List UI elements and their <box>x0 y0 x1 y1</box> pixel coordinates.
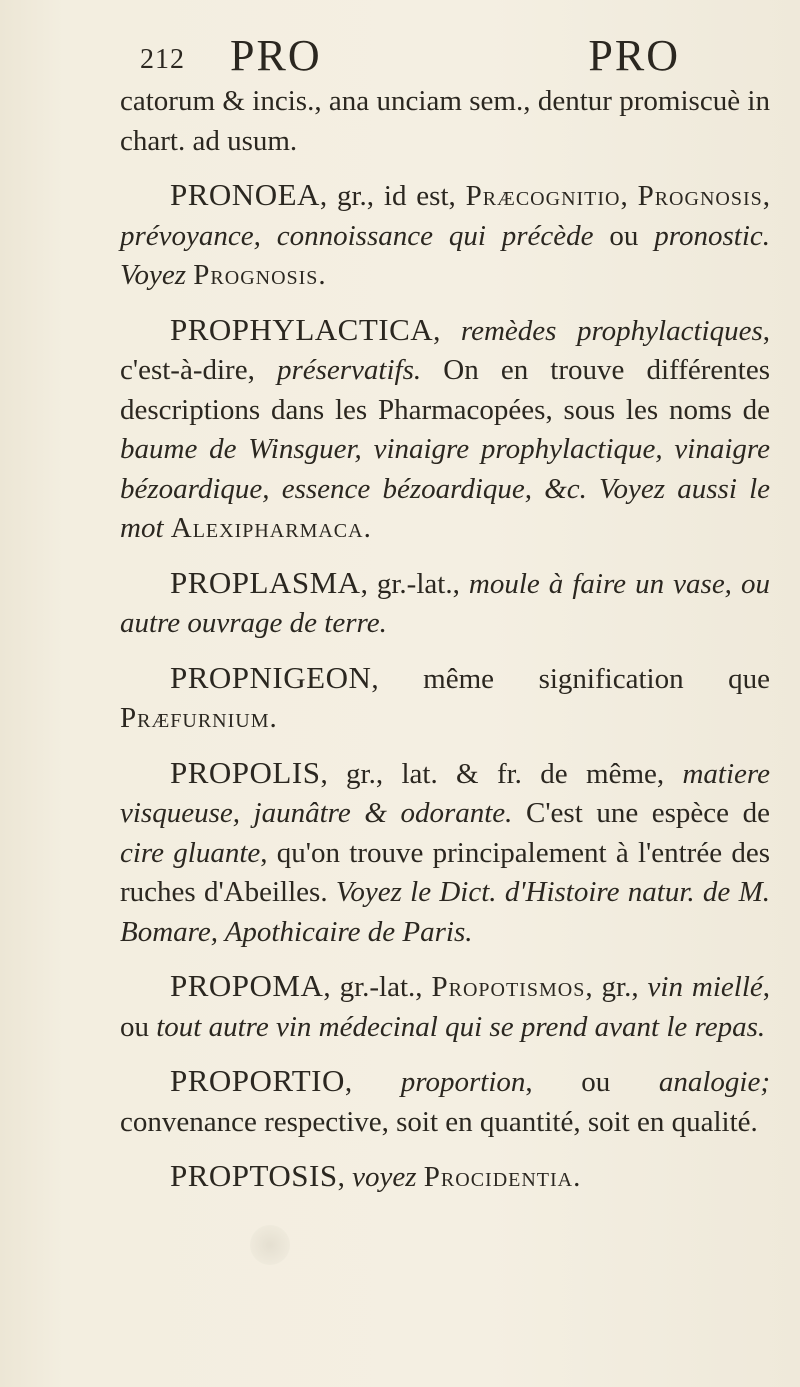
italic-gloss: moule à faire un vase, ou autre ouvrage de terre. <box>120 567 770 639</box>
italic-gloss: vin miellé <box>647 971 763 1003</box>
page-number: 212 <box>140 44 185 75</box>
entry-proptosis <box>120 1156 770 1198</box>
entry-text: , c'est-à-dire, <box>120 314 770 386</box>
headword: PROPOLIS <box>170 754 321 790</box>
italic-gloss: pronostic. Voyez <box>120 219 770 291</box>
entry-text: convenance respective, soit en quantité, soit en qualité. <box>120 1105 758 1138</box>
entry-text: , <box>762 180 770 212</box>
headword: PRONOEA <box>170 177 320 212</box>
dictionary-body <box>120 82 770 1212</box>
italic-gloss: proportion <box>400 1066 526 1098</box>
italic-gloss: cire gluante <box>120 836 261 869</box>
italic-gloss: voyez <box>352 1161 417 1193</box>
entry-text: , ou <box>525 1066 659 1098</box>
italic-gloss: prévoyance, connoissance qui précède <box>120 219 594 252</box>
entry-text: , gr., id est, <box>319 180 466 212</box>
italic-gloss: préservatifs. <box>276 354 422 386</box>
entry-text: , <box>433 314 461 347</box>
running-header <box>140 30 680 80</box>
left-running-head: PRO <box>230 31 322 80</box>
right-running-head: PRO <box>588 31 680 80</box>
headword: PROPTOSIS <box>170 1158 338 1193</box>
entry-text: , <box>344 1066 401 1098</box>
entry-propolis <box>120 753 770 953</box>
entry-continuation <box>120 82 770 161</box>
entry-text: , gr., <box>585 971 648 1003</box>
entry-text: C'est une espèce de <box>512 797 770 829</box>
cross-reference: Prӕcognitio <box>465 180 621 212</box>
italic-gloss: matiere visqueuse, jaunâtre & odorante. <box>120 757 770 829</box>
cross-reference: Alexipharmaca. <box>170 512 372 544</box>
entry-propnigeon <box>120 658 770 739</box>
cross-reference: Prognosis. <box>193 259 327 291</box>
entry-text: , <box>337 1161 353 1193</box>
entry-text: , même signification que <box>371 662 770 695</box>
entry-propoma <box>120 966 770 1047</box>
headword: PROPNIGEON <box>170 659 372 695</box>
cross-reference: Propotismos <box>431 971 586 1003</box>
italic-gloss: analogie; <box>658 1066 770 1098</box>
entry-text <box>164 512 171 544</box>
entry-text: On en trouve différentes descriptions dans les Pharmacopées, sous les noms de <box>120 354 770 426</box>
entry-text: , ou <box>120 971 770 1043</box>
entry-text: , qu'on trouve principalement à l'entrée des ruches d'Abeilles. <box>120 836 770 908</box>
italic-gloss: baume de Winsguer, vinaigre prophylactique, vinaigre bézoardique, essence bézoardique, &c. Voyez aussi le mot <box>120 433 770 544</box>
entry-text <box>417 1161 424 1193</box>
headword: PROPLASMA <box>170 564 361 600</box>
entry-pronoea <box>120 175 770 296</box>
cross-reference: Prӕfurnium. <box>120 702 278 734</box>
cross-reference: Prognosis <box>637 180 763 212</box>
entry-text: , <box>620 180 638 212</box>
entry-proplasma <box>120 563 770 644</box>
entry-text: , gr., lat. & fr. de même, <box>320 757 683 790</box>
entry-text: ou <box>593 219 655 252</box>
entry-proportio <box>120 1061 770 1142</box>
continuation-text: catorum & incis., ana unciam sem., dentur promiscuè in chart. ad usum. <box>120 85 770 157</box>
headword: PROPORTIO <box>170 1063 345 1098</box>
italic-gloss: Voyez le Dict. d'Histoire natur. de M. Bomare, Apothicaire de Paris. <box>120 876 770 948</box>
italic-gloss: remèdes prophylactiques <box>460 314 763 347</box>
headword: PROPOMA <box>170 968 324 1003</box>
paper-stain <box>250 1225 290 1265</box>
headword: PROPHYLACTICA <box>170 311 434 347</box>
entry-text: , gr.-lat., <box>323 971 432 1003</box>
italic-gloss: tout autre vin médecinal qui se prend avant le repas. <box>156 1010 766 1043</box>
entry-text: , gr.-lat., <box>360 567 469 600</box>
cross-reference: Procidentia. <box>423 1161 582 1193</box>
entry-prophylactica <box>120 310 770 549</box>
